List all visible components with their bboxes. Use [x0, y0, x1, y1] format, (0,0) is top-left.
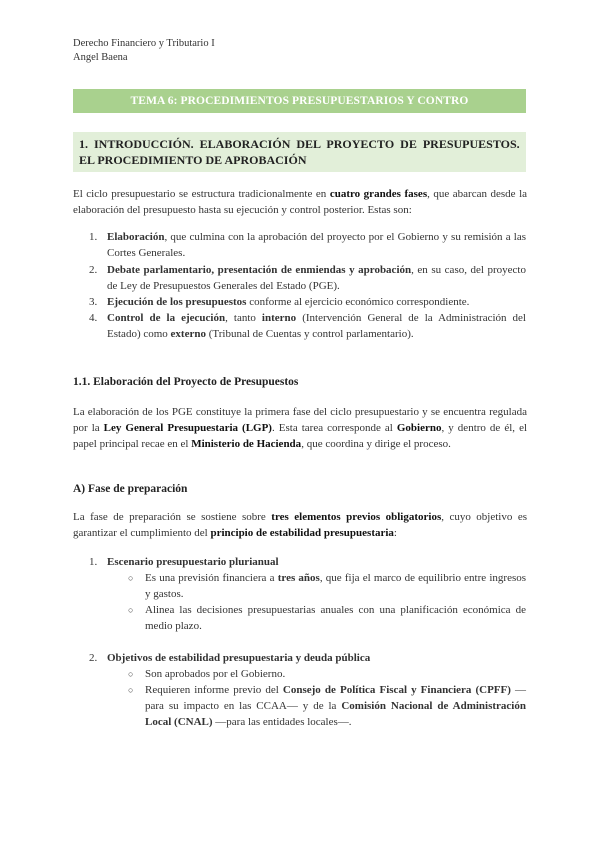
- subsection-1-1-paragraph: [73, 404, 527, 452]
- bold-principio: principio de estabilidad presupuestaria: [210, 527, 394, 539]
- text: Es una previsión financiera a: [145, 572, 278, 584]
- phase-number: 4.: [89, 312, 98, 324]
- phase-bold-externo: externo: [170, 328, 206, 340]
- element-title: Escenario presupuestario plurianual: [107, 556, 279, 568]
- text: , que fija el marco de equilibrio entre ingresos y gastos.: [145, 572, 527, 600]
- phase-item-3: [89, 294, 526, 310]
- fase-a-paragraph: [73, 509, 527, 541]
- section-title-line1: 1. INTRODUCCIÓN. ELABORACIÓN DEL PROYECTO DE PRESUPUESTOS.: [79, 137, 520, 151]
- phase-bold-interno: interno: [261, 312, 297, 324]
- text: Son aprobados por el Gobierno.: [145, 668, 286, 680]
- fase-a-title: A) Fase de preparación: [73, 483, 188, 495]
- phase-bold: Control de la ejecución: [107, 312, 226, 324]
- text: —para las entidades locales—.: [212, 716, 352, 728]
- circle-bullet-icon: ○: [128, 669, 134, 679]
- header-author: Angel Baena: [73, 52, 128, 63]
- element-1-bullet-1: [128, 570, 526, 602]
- phase-text: , tanto: [225, 312, 262, 324]
- element-item-2: [89, 650, 526, 666]
- circle-bullet-icon: ○: [128, 573, 134, 583]
- element-number: 2.: [89, 652, 98, 664]
- element-item-1: [89, 554, 526, 570]
- intro-text-end: , que abarcan desde la elaboración del presupuesto hasta su ejecución y control posterior. Estas son:: [73, 188, 528, 216]
- bold-cpff: Consejo de Política Fiscal y Financiera (CPFF): [282, 684, 511, 696]
- bold-elementos: tres elementos previos obligatorios: [271, 511, 442, 523]
- text: , que coordina y dirige el proceso.: [301, 438, 451, 450]
- text: La elaboración de los PGE constituye la primera fase del ciclo presupuestario y se encuentra regulada por la: [73, 406, 527, 434]
- bold-gobierno: Gobierno: [396, 422, 442, 434]
- phase-item-1: [89, 229, 526, 261]
- text: —para su impacto en las CCAA— y de la: [145, 684, 526, 712]
- bold-lgp: Ley General Presupuestaria (LGP): [103, 422, 272, 434]
- page-header: [73, 37, 215, 65]
- element-2-bullet-1: [128, 666, 526, 682]
- bold-ministerio: Ministerio de Hacienda: [191, 438, 302, 450]
- bold-cnal: Comisión Nacional de Administración Local (CNAL): [145, 700, 526, 728]
- bold-tres-anos: tres años: [277, 572, 320, 584]
- element-1-bullet-2: [128, 602, 526, 634]
- section-title-line2: EL PROCEDIMIENTO DE APROBACIÓN: [79, 153, 307, 167]
- phase-item-2: [89, 262, 526, 294]
- phase-text: , en su caso, del proyecto de Ley de Presupuestos Generales del Estado (PGE).: [107, 264, 526, 292]
- element-number: 1.: [89, 556, 98, 568]
- phase-item-4: [89, 310, 526, 342]
- subsection-1-1-title: 1.1. Elaboración del Proyecto de Presupuestos: [73, 376, 299, 388]
- phase-bold: Elaboración: [107, 231, 165, 243]
- phase-text: , que culmina con la aprobación del proyecto por el Gobierno y su remisión a las Cortes Generales.: [107, 231, 526, 259]
- element-title: Objetivos de estabilidad presupuestaria y deuda pública: [107, 652, 371, 664]
- tema-title-banner: TEMA 6: PROCEDIMIENTOS PRESUPUESTARIOS Y CONTRO: [73, 89, 526, 113]
- phase-text: (Intervención General de la Administración del Estado) como: [107, 312, 526, 340]
- phase-text: (Tribunal de Cuentas y control parlamentario).: [205, 328, 414, 340]
- text: La fase de preparación se sostiene sobre: [73, 511, 272, 523]
- section-title-banner: [73, 132, 526, 172]
- text: :: [393, 527, 397, 539]
- phase-number: 3.: [89, 296, 98, 308]
- text: Requieren informe previo del: [145, 684, 283, 696]
- text: . Esta tarea corresponde al: [271, 422, 397, 434]
- phase-bold: Debate parlamentario, presentación de enmiendas y aprobación: [107, 264, 412, 276]
- phase-number: 2.: [89, 264, 98, 276]
- text: Alinea las decisiones presupuestarias anuales con una planificación económica de medio plazo.: [145, 604, 526, 632]
- text: , y dentro de él, el papel principal recae en el: [73, 422, 528, 450]
- circle-bullet-icon: ○: [128, 605, 134, 615]
- intro-bold: cuatro grandes fases: [329, 188, 428, 200]
- element-2-bullet-2: [128, 682, 526, 730]
- phase-number: 1.: [89, 231, 98, 243]
- intro-paragraph: [73, 186, 527, 218]
- circle-bullet-icon: ○: [128, 685, 134, 695]
- header-course: Derecho Financiero y Tributario I: [73, 38, 215, 49]
- phase-bold: Ejecución de los presupuestos: [107, 296, 247, 308]
- intro-text: El ciclo presupuestario se estructura tradicionalmente en: [73, 188, 330, 200]
- phase-text: conforme al ejercicio económico correspondiente.: [246, 296, 470, 308]
- text: , cuyo objetivo es garantizar el cumplimiento del: [73, 511, 527, 539]
